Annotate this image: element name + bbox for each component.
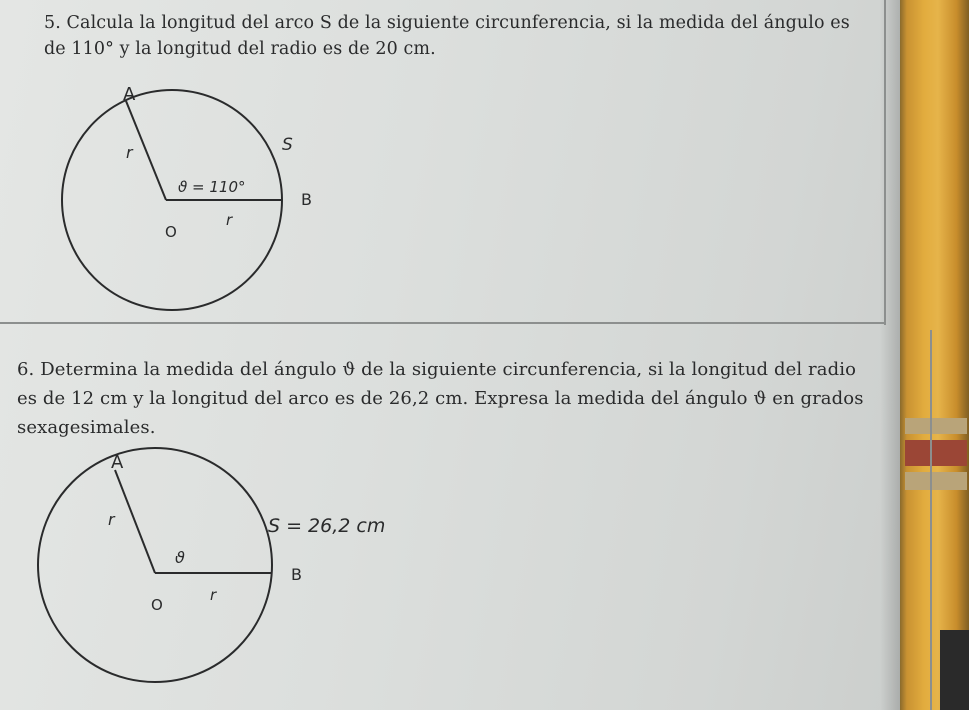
question-6: 6. Determina la medida del ángulo ϑ de la siguiente circunferencia, si la longitud del radio es de 12 cm y la longitud del arco es de 26,2 cm. Expresa la medida del ángulo ϑ en grados sexagesimales. [17,359,864,438]
radius-oa-6 [115,470,155,573]
label-a-5: A [123,84,136,105]
label-r-lower-5: r [226,211,233,229]
label-o-5: O [165,223,177,241]
label-s-5: S [282,135,293,155]
question-5: 5. Calcula la longitud del arco S de la siguiente circunferencia, si la medida del ángulo es de 110° y la longitud del radio es de 20 cm. [44,13,850,59]
label-o-6: O [151,596,163,614]
label-s-6: S = 26,2 cm [268,515,386,537]
label-r-upper-6: r [108,510,115,529]
label-b-5: B [301,190,312,209]
label-b-6: B [291,565,302,584]
circle-6 [38,448,272,682]
label-angle-6: ϑ [175,548,185,567]
label-angle-5: ϑ = 110° [178,178,246,196]
label-r-lower-6: r [210,586,217,604]
label-a-6: A [111,452,124,473]
label-r-upper-5: r [126,143,133,162]
